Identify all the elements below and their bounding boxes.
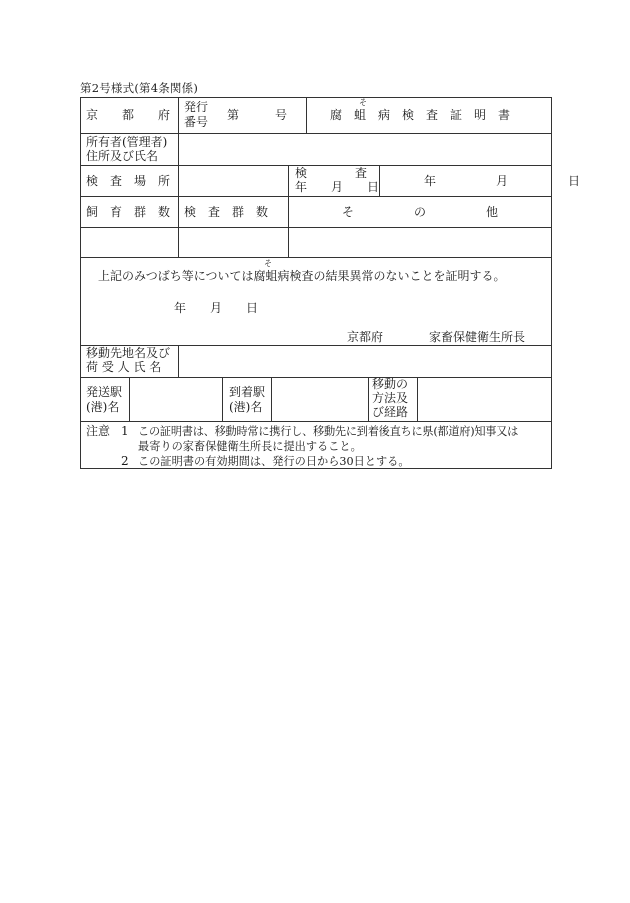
colonies-kept-field[interactable] (83, 230, 175, 254)
destination-label: 移動先地名及び (86, 346, 171, 360)
row-divider (80, 133, 552, 134)
row-divider (80, 227, 552, 228)
destination-label: 荷 受 人 氏 名 (86, 360, 162, 374)
form-number-label: 第2号様式(第4条関係) (80, 81, 199, 95)
owner-label: 所有者(管理者) (86, 135, 168, 149)
transport-method-label: び経路 (372, 405, 409, 419)
issue-number-prefix: 第 (227, 108, 240, 122)
row-divider (80, 257, 552, 258)
inspection-date-label: 検 査 (295, 166, 368, 180)
column-divider (178, 345, 179, 377)
origin-station-label: 発送駅 (86, 385, 123, 399)
row-divider (80, 421, 552, 422)
transport-method-label: 方法及 (372, 391, 409, 405)
transport-method-field[interactable] (421, 380, 548, 418)
inspection-place-field[interactable] (182, 168, 284, 193)
certificate-title: 腐 蛆 病 検 査 証 明 書 (330, 108, 511, 122)
issuer-prefecture: 京都府 (347, 330, 384, 344)
transport-method-label: 移動の (372, 377, 409, 391)
column-divider (379, 165, 380, 196)
column-divider (129, 377, 130, 421)
column-divider (178, 97, 179, 133)
column-divider (222, 377, 223, 421)
row-divider (80, 196, 552, 197)
note-text: この証明書の有効期間は、発行の日から30日とする。 (138, 455, 410, 468)
origin-station-field[interactable] (132, 380, 219, 418)
row-divider (80, 377, 552, 378)
arrival-station-field[interactable] (275, 380, 365, 418)
column-divider (178, 165, 179, 257)
column-divider (368, 377, 369, 421)
notes-title: 注意 (86, 424, 111, 438)
column-divider (417, 377, 418, 421)
issue-number-label: 発行 (184, 100, 209, 114)
note-text: この証明書は、移動時常に携行し、移動先に到着後直ちに県(都道府)知事又は (138, 425, 519, 438)
column-divider (178, 133, 179, 165)
note-number: 1 (121, 424, 129, 438)
certification-statement: 上記のみつばち等については腐蛆病検査の結果異常のないことを証明する。 (98, 269, 506, 283)
prefecture-label: 京 都 府 (86, 108, 171, 122)
other-field[interactable] (292, 230, 548, 254)
ruby-annotation: そ (264, 259, 272, 268)
column-divider (306, 97, 307, 133)
inspection-place-label: 検 査 場 所 (86, 174, 171, 188)
issuer-office: 家畜保健衛生所長 (429, 330, 526, 344)
arrival-station-label: (港)名 (229, 400, 263, 414)
inspection-date-label: 年 月 日 (295, 180, 380, 194)
issue-number-label: 番号 (184, 115, 209, 129)
owner-label: 住所及び氏名 (86, 149, 159, 163)
note-text: 最寄りの家畜保健衛生所長に提出すること。 (138, 440, 362, 453)
colonies-inspected-label: 検 査 群 数 (184, 205, 269, 219)
certification-date: 年 月 日 (174, 301, 259, 315)
owner-address-name-field[interactable] (182, 136, 548, 162)
arrival-station-label: 到着駅 (229, 385, 266, 399)
colonies-kept-label: 飼 育 群 数 (86, 205, 171, 219)
other-label: そ の 他 (342, 205, 499, 219)
column-divider (271, 377, 272, 421)
colonies-inspected-field[interactable] (182, 230, 285, 254)
destination-consignee-field[interactable] (182, 348, 548, 374)
column-divider (288, 165, 289, 257)
inspection-date-value: 年 月 日 (424, 174, 581, 188)
origin-station-label: (港)名 (86, 400, 120, 414)
issue-number-suffix: 号 (275, 108, 288, 122)
ruby-annotation: そ (359, 98, 367, 107)
note-number: 2 (121, 454, 129, 468)
